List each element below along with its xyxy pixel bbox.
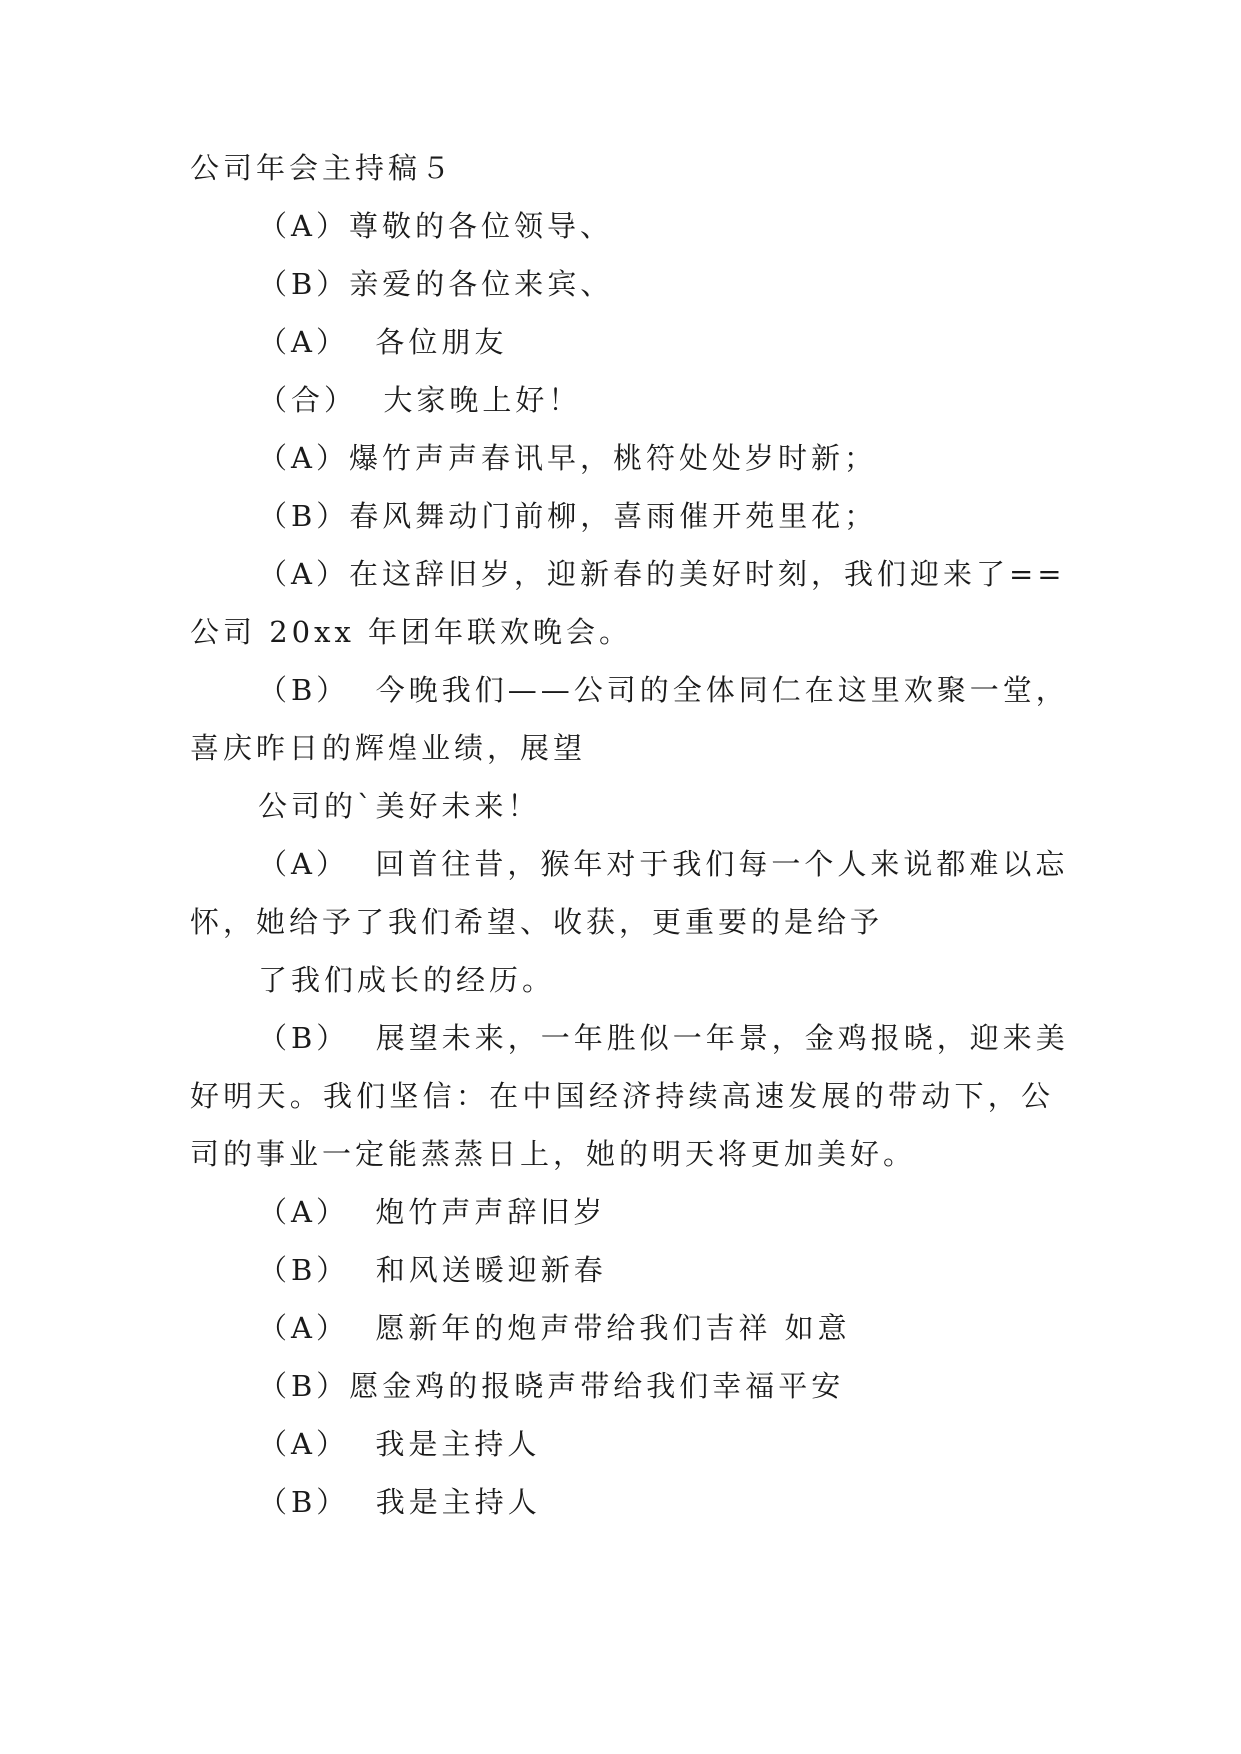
script-line: （A） 各位朋友	[258, 325, 508, 359]
script-line: （B） 我是主持人	[258, 1485, 541, 1519]
script-line: 好明天。我们坚信：在中国经济持续高速发展的带动下，公	[190, 1079, 1054, 1113]
script-line: （A） 回首往昔，猴年对于我们每一个人来说都难以忘	[258, 847, 1069, 881]
script-line: （合） 大家晚上好！	[258, 383, 582, 417]
script-line: 司的事业一定能蒸蒸日上，她的明天将更加美好。	[190, 1137, 917, 1171]
script-line: （B）愿金鸡的报晓声带给我们幸福平安	[258, 1369, 845, 1403]
script-line: （B）春风舞动门前柳，喜雨催开苑里花；	[258, 499, 878, 533]
script-line: （A） 我是主持人	[258, 1427, 541, 1461]
script-line: （A） 炮竹声声辞旧岁	[258, 1195, 607, 1229]
script-line: （A）爆竹声声春讯早，桃符处处岁时新；	[258, 441, 877, 475]
script-line: （A）尊敬的各位领导、	[258, 209, 613, 243]
script-line: 公司的`美好未来！	[258, 789, 541, 823]
script-line: （B） 和风送暖迎新春	[258, 1253, 607, 1287]
script-line: 了我们成长的经历。	[258, 963, 556, 997]
script-line: （B） 展望未来，一年胜似一年景，金鸡报晓，迎来美	[258, 1021, 1069, 1055]
document-title: 公司年会主持稿５	[190, 151, 455, 185]
script-line: （A） 愿新年的炮声带给我们吉祥 如意	[258, 1311, 851, 1345]
script-line: 公司 20xx 年团年联欢晚会。	[190, 615, 633, 649]
script-line: 怀，她给予了我们希望、收获，更重要的是给予	[190, 905, 884, 939]
script-line: （A）在这辞旧岁，迎新春的美好时刻，我们迎来了==	[258, 557, 1066, 591]
script-line: （B）亲爱的各位来宾、	[258, 267, 614, 301]
script-line: （B） 今晚我们——公司的全体同仁在这里欢聚一堂，	[258, 673, 1069, 707]
script-line: 喜庆昨日的辉煌业绩，展望	[190, 731, 587, 765]
